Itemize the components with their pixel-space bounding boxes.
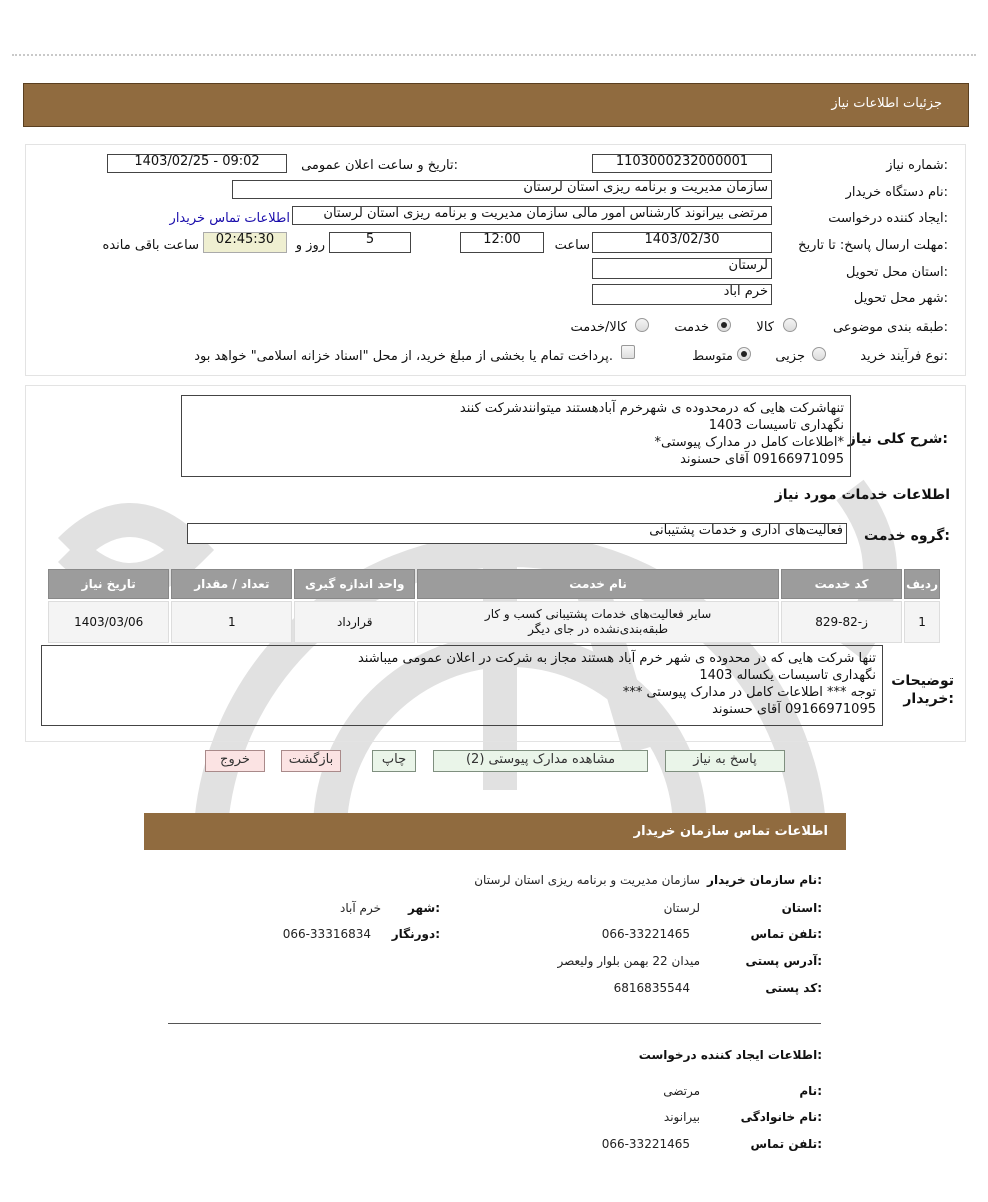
contact-postal-label: کد پستی: <box>765 981 822 995</box>
creator-last-name: بیرانوند <box>663 1110 700 1124</box>
contact-province-label: استان: <box>781 901 822 915</box>
contact-province: لرستان <box>663 901 700 915</box>
buyer-org-field: سازمان مدیریت و برنامه ریزی استان لرستان <box>232 180 772 199</box>
exit-button[interactable]: خروج <box>205 750 265 772</box>
contact-address: میدان 22 بهمن بلوار ولیعصر <box>557 954 700 968</box>
summary-line: 09166971095 آقای حسنوند <box>680 452 844 467</box>
summary-line: نگهداری تاسیسات 1403 <box>708 418 844 433</box>
category-goods-label: کالا <box>756 320 774 335</box>
process-medium-label: متوسط <box>692 349 733 364</box>
contact-title: اطلاعات تماس سازمان خریدار <box>633 824 828 839</box>
category-service-radio[interactable] <box>717 318 731 332</box>
deadline-label: مهلت ارسال پاسخ: تا تاریخ: <box>798 238 948 253</box>
category-goods-radio[interactable] <box>783 318 797 332</box>
process-minor-radio[interactable] <box>812 347 826 361</box>
remaining-label: ساعت باقی مانده <box>102 238 199 253</box>
contact-postal: 6816835544 <box>613 981 690 995</box>
col-date: تاریخ نیاز <box>48 569 169 599</box>
days-label: روز و <box>295 238 325 253</box>
services-table <box>46 567 942 645</box>
creator-first-name-label: نام: <box>799 1084 822 1098</box>
cell-name: سایر فعالیت‌های خدمات پشتیبانی کسب و کار طبقه‌بندی‌نشده در جای دیگر <box>417 601 779 643</box>
col-code: کد خدمت <box>781 569 902 599</box>
buyer-org-label: نام دستگاه خریدار: <box>845 185 948 200</box>
buyer-notes-line: 09166971095 آقای حسنوند <box>712 702 876 717</box>
cell-unit: قرارداد <box>294 601 415 643</box>
payment-note: پرداخت تمام یا بخشی از مبلغ خرید، از محل "اسناد خزانه اسلامی" خواهد بود. <box>194 349 613 364</box>
category-label: طبقه بندی موضوعی: <box>832 320 948 335</box>
table-header-row <box>48 569 940 599</box>
cell-code: ز-82-829 <box>781 601 902 643</box>
contact-fax: 066-33316834 <box>282 927 371 941</box>
announce-field: 1403/02/25 - 09:02 <box>107 154 287 173</box>
creator-first-name: مرتضی <box>663 1084 700 1098</box>
deadline-date-field: 1403/02/30 <box>592 232 772 253</box>
service-group-field: فعالیت‌های اداری و خدمات پشتیبانی <box>187 523 847 544</box>
time-label: ساعت <box>554 238 590 253</box>
city-field: خرم آباد <box>592 284 772 305</box>
buyer-notes-line: نگهداری تاسیسات یکساله 1403 <box>699 668 876 683</box>
contact-header <box>144 813 846 850</box>
province-field: لرستان <box>592 258 772 279</box>
creator-title: اطلاعات ایجاد کننده درخواست: <box>638 1048 822 1062</box>
days-field: 5 <box>329 232 411 253</box>
deadline-time-field: 12:00 <box>460 232 544 253</box>
contact-address-label: آدرس پستی: <box>745 954 822 968</box>
attachments-button[interactable]: مشاهده مدارک پیوستی (2) <box>433 750 648 772</box>
top-divider <box>12 54 976 56</box>
summary-label: شرح کلی نیاز: <box>847 431 948 447</box>
requester-label: ایجاد کننده درخواست: <box>828 211 948 226</box>
remaining-time-field: 02:45:30 <box>203 232 287 253</box>
print-button[interactable]: چاپ <box>372 750 416 772</box>
services-section-title: اطلاعات خدمات مورد نیاز <box>774 487 950 503</box>
contact-city: خرم آباد <box>340 901 381 915</box>
details-panel <box>25 144 966 376</box>
city-label: شهر محل تحویل: <box>853 291 948 306</box>
reply-button[interactable]: پاسخ به نیاز <box>665 750 785 772</box>
cell-row: 1 <box>904 601 940 643</box>
cell-date: 1403/03/06 <box>48 601 169 643</box>
treasury-payment-checkbox[interactable] <box>621 345 635 359</box>
page-header <box>23 83 969 127</box>
creator-phone: 066-33221465 <box>601 1137 690 1151</box>
buyer-notes-line: تنها شرکت هایی که در محدوده ی شهر خرم آباد هستند مجاز به شرکت در اعلان عمومی میباشند <box>357 651 876 666</box>
category-service-label: خدمت <box>674 320 709 335</box>
province-label: استان محل تحویل: <box>846 265 948 280</box>
need-number-field: 1103000232000001 <box>592 154 772 173</box>
category-both-label: کالا/خدمت <box>570 320 627 335</box>
contact-phone-label: تلفن تماس: <box>750 927 822 941</box>
buyer-notes-box <box>41 645 883 726</box>
page-title: جزئیات اطلاعات نیاز <box>831 96 942 111</box>
creator-last-name-label: نام خانوادگی: <box>740 1110 822 1124</box>
announce-label: تاریخ و ساعت اعلان عمومی: <box>301 158 458 173</box>
process-minor-label: جزیی <box>775 349 805 364</box>
contact-phone: 066-33221465 <box>601 927 690 941</box>
creator-phone-label: تلفن تماس: <box>750 1137 822 1151</box>
buyer-notes-line: توجه *** اطلاعات کامل در مدارک پیوستی *** <box>622 685 876 700</box>
contact-city-label: شهر: <box>408 901 440 915</box>
col-unit: واحد اندازه گیری <box>294 569 415 599</box>
buyer-contact-link[interactable]: اطلاعات تماس خریدار <box>169 211 290 226</box>
requester-field: مرتضی بیرانوند کارشناس امور مالی سازمان مدیریت و برنامه ریزی استان لرستان <box>292 206 772 225</box>
col-qty: تعداد / مقدار <box>171 569 292 599</box>
process-medium-radio[interactable] <box>737 347 751 361</box>
summary-line: *اطلاعات کامل در مدارک پیوستی* <box>654 435 844 450</box>
table-row <box>48 601 940 643</box>
buyer-notes-label: توضیحات خریدار: <box>891 673 954 707</box>
contact-fax-label: دورنگار: <box>391 927 440 941</box>
category-both-radio[interactable] <box>635 318 649 332</box>
summary-box <box>181 395 851 477</box>
back-button[interactable]: بازگشت <box>281 750 341 772</box>
service-group-label: گروه خدمت: <box>864 528 950 544</box>
col-name: نام خدمت <box>417 569 779 599</box>
cell-qty: 1 <box>171 601 292 643</box>
contact-org-label: نام سازمان خریدار: <box>707 873 822 887</box>
process-label: نوع فرآیند خرید: <box>860 349 948 364</box>
summary-line: تنهاشرکت هایی که درمحدوده ی شهرخرم آبادهستند میتوانندشرکت کنند <box>459 401 844 416</box>
contact-divider <box>168 1023 821 1024</box>
col-row: ردیف <box>904 569 940 599</box>
contact-org: سازمان مدیریت و برنامه ریزی استان لرستان <box>474 873 700 887</box>
need-number-label: شماره نیاز: <box>886 158 948 173</box>
